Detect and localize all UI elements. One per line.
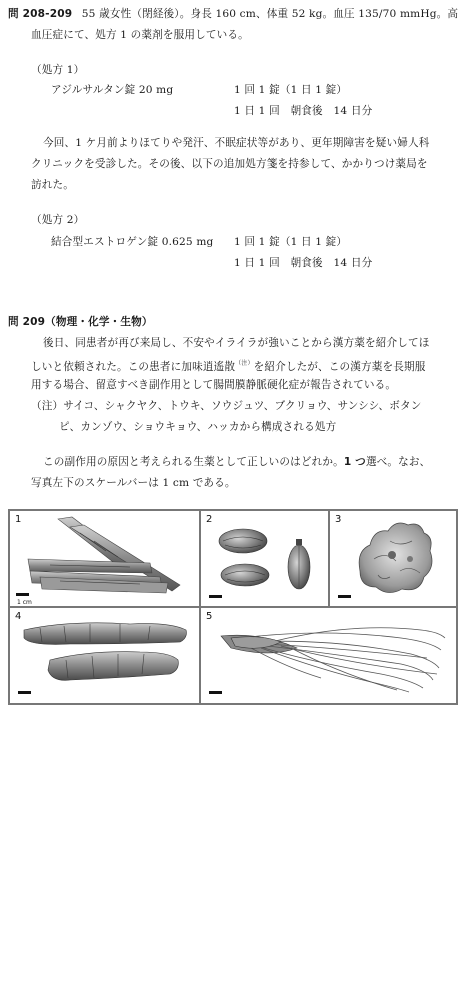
- seed-pods-image: [201, 511, 328, 606]
- photo-panel-3: [329, 510, 457, 607]
- panel-number-4: 4: [15, 611, 22, 622]
- scale-bar: [18, 691, 31, 694]
- rx2-schedule: 1 日 1 回 朝食後 14 日分: [234, 257, 373, 269]
- rx2-label: （処方 2）: [31, 214, 85, 226]
- q209-line-2a: しいと依頼された。この患者に加味逍遙散: [31, 361, 236, 373]
- intro-line-1: [8, 4, 458, 24]
- q209-line-3: 用する場合、留意すべき副作用として腸間膜静脈硬化症が報告されている。: [31, 379, 397, 391]
- q209-line-2: [31, 354, 426, 377]
- rx1-label: （処方 1）: [31, 64, 85, 76]
- q209-title: 問 209（物理・化学・生物）: [8, 316, 153, 328]
- intro-text-1: 55 歳女性（閉経後）。身長 160 cm、体重 52 kg。血圧 135/70 mmHg。高: [81, 8, 459, 20]
- scale-bar: [209, 691, 222, 694]
- narrative-line-2: クリニックを受診した。その後、以下の追加処方箋を持参して、かかりつけ薬局を: [31, 158, 428, 170]
- crude-drug-photo-grid: [8, 509, 458, 705]
- narrative-line-3: 訪れた。: [31, 179, 74, 191]
- photo-panel-5: [200, 607, 457, 704]
- ask-line-2: 写真左下のスケールバーは 1 cm である。: [31, 477, 236, 489]
- q209-line-1: 後日、同患者が再び来局し、不安やイライラが強いことから漢方薬を紹介してほ: [43, 337, 430, 349]
- panel-number-5: 5: [206, 611, 213, 622]
- note-line-1: （注）サイコ、シャクヤク、トウキ、ソウジュツ、ブクリョウ、サンシシ、ボタン: [31, 400, 422, 412]
- fibrous-roots-image: [201, 608, 456, 703]
- ask-emphasis: 1 つ: [343, 456, 366, 468]
- photo-panel-4: [9, 607, 200, 704]
- bark-sticks-image: [10, 511, 199, 606]
- scale-bar: [16, 593, 29, 596]
- rx2-dose: 1 回 1 錠（1 日 1 錠）: [234, 236, 348, 248]
- ask-line-1: [43, 452, 430, 472]
- rx1-schedule: 1 日 1 回 朝食後 14 日分: [234, 105, 373, 117]
- ask-line-1b: 選べ。なお、: [365, 456, 431, 468]
- rx1-drug: アジルサルタン錠 20 mg: [51, 84, 174, 96]
- intro-line-2: 血圧症にて、処方 1 の薬剤を服用している。: [31, 29, 249, 41]
- scale-bar: [209, 595, 222, 598]
- knotted-root-image: [330, 511, 456, 606]
- narrative-line-1: 今回、1 ケ月前よりほてりや発汗、不眠症状等があり、更年期障害を疑い婦人科: [43, 137, 430, 149]
- panel-number-2: 2: [206, 514, 213, 525]
- note-line-2: ピ、カンゾウ、ショウキョウ、ハッカから構成される処方: [59, 421, 337, 433]
- note-marker: （注）: [235, 360, 254, 367]
- q209-line-2b: を紹介したが、この漢方薬を長期服: [253, 361, 426, 373]
- rx1-dose: 1 回 1 錠（1 日 1 錠）: [234, 84, 348, 96]
- scale-bar: [338, 595, 351, 598]
- photo-panel-1: [9, 510, 200, 607]
- panel-number-1: 1: [15, 514, 22, 525]
- photo-panel-2: [200, 510, 329, 607]
- rx2-drug: 結合型エストロゲン錠 0.625 mg: [51, 236, 214, 248]
- scale-bar-label: 1 cm: [17, 599, 32, 606]
- thick-roots-image: [10, 608, 199, 703]
- panel-number-3: 3: [335, 514, 342, 525]
- ask-line-1a: この副作用の原因と考えられる生薬として正しいのはどれか。: [43, 456, 344, 468]
- question-number: 問 208-209: [8, 8, 73, 20]
